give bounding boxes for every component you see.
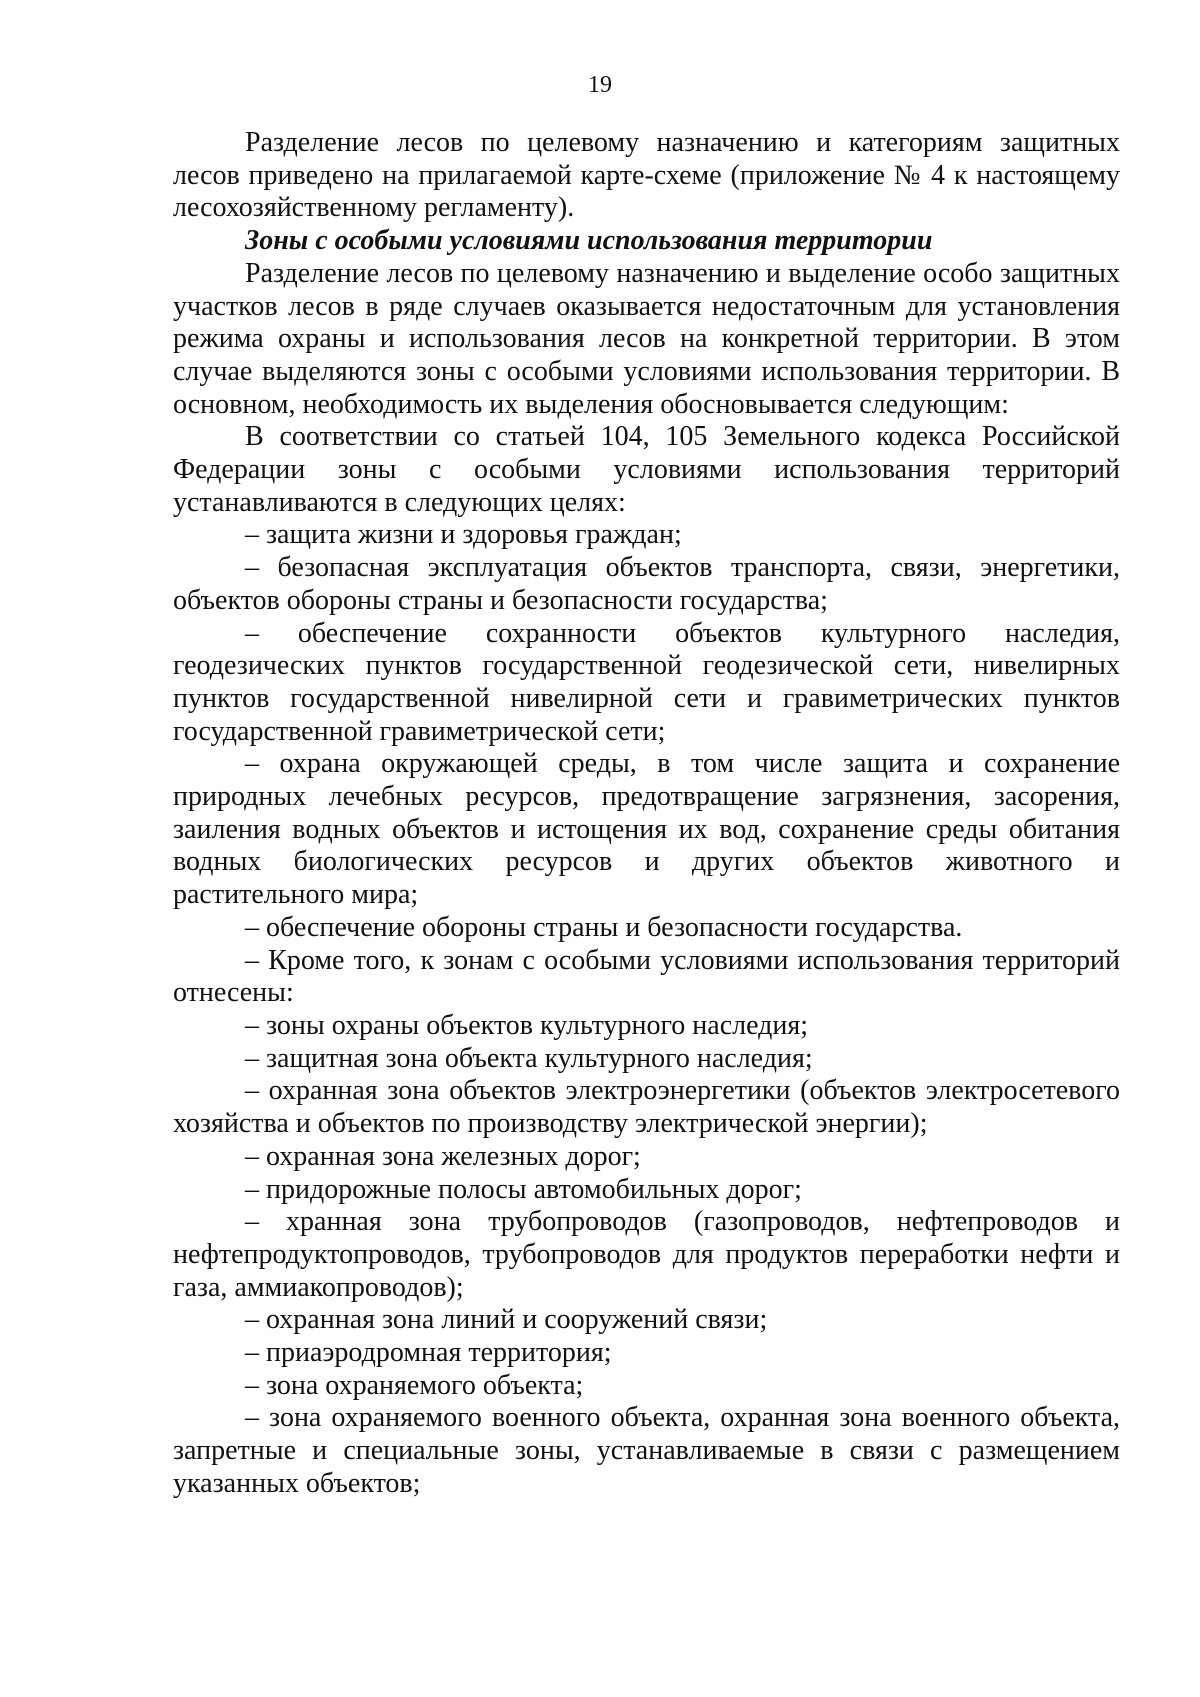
list-item-purpose: – обеспечение обороны страны и безопасности государства. [245,911,963,943]
list-item-purpose: – обеспечение сохранности объектов культурного наследия, геодезических пунктов государственной геодезической сети, нивелирных пунктов государственной нивелирной сети и гравиметрических пунктов государственной гравиметрической сети; [173,617,1120,747]
page-number: 19 [588,72,612,98]
paragraph-intro: Разделение лесов по целевому назначению и выделение особо защитных участков лесов в ряде случаев оказывается недостаточным для установления режима охраны и использования лесов на конкретной территории. В этом случае выделяются зоны с особыми условиями использования территории. В основном, необходимость их выделения обосновывается следующим: [173,257,1120,420]
section-heading: Зоны с особыми условиями использования территории [245,225,933,257]
paragraph-additional-zones: – Кроме того, к зонам с особыми условиями использования территорий отнесены: [173,944,1120,1009]
paragraph-land-code: В соответствии со статьей 104, 105 Земельного кодекса Российской Федерации зоны с особыми условиями использования территорий устанавливаются в следующих целях: [173,421,1120,518]
list-item-zone: – зона охраняемого военного объекта, охранная зона военного объекта, запретные и специальные зоны, устанавливаемые в связи с размещением указанных объектов; [173,1402,1120,1499]
document-body [173,127,1120,1501]
list-item-zone: – защитная зона объекта культурного наследия; [245,1042,813,1074]
list-item-purpose: – безопасная эксплуатация объектов транспорта, связи, энергетики, объектов обороны страны и безопасности государства; [173,552,1120,616]
list-item-zone: – зоны охраны объектов культурного наследия; [245,1009,809,1041]
paragraph-map-reference: Разделение лесов по целевому назначению и категориям защитных лесов приведено на прилагаемой карте-схеме (приложение № 4 к настоящему лесохозяйственному регламенту). [173,127,1120,224]
list-item-zone: – охранная зона объектов электроэнергетики (объектов электросетевого хозяйства и объектов по производству электрической энергии); [173,1075,1120,1140]
list-item-zone: – приаэродромная территория; [245,1337,612,1369]
list-item-zone: – охранная зона железных дорог; [245,1140,641,1172]
list-item-purpose: – защита жизни и здоровья граждан; [245,519,682,551]
list-item-purpose: – охрана окружающей среды, в том числе защита и сохранение природных лечебных ресурсов, предотвращение загрязнения, засорения, заиления водных объектов и истощения их вод, сохранение среды обитания водных биологических ресурсов и других объектов животного и растительного мира; [173,748,1120,911]
list-item-zone: – охранная зона линий и сооружений связи; [245,1304,768,1336]
list-item-zone: – хранная зона трубопроводов (газопроводов, нефтепроводов и нефтепродуктопроводов, трубопроводов для продуктов переработки нефти и газа, аммиакопроводов); [173,1206,1120,1303]
list-item-zone: – придорожные полосы автомобильных дорог; [245,1173,802,1205]
list-item-zone: – зона охраняемого объекта; [245,1369,584,1401]
